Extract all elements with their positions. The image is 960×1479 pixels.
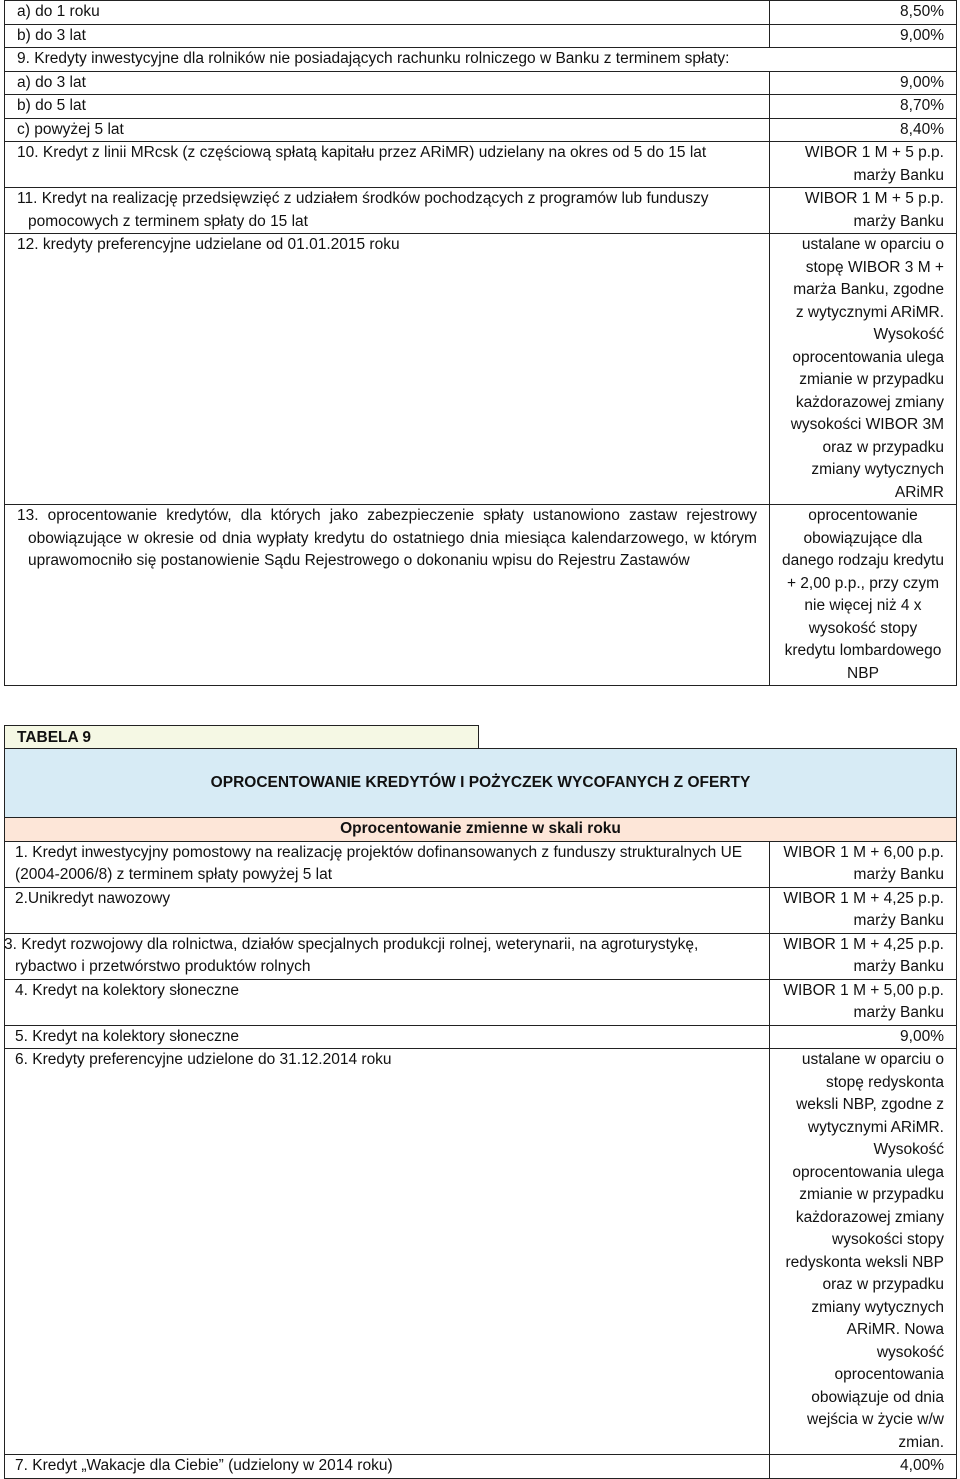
row-value: WIBOR 1 M + 5 p.p. marży Banku <box>769 142 956 188</box>
row-value: WIBOR 1 M + 5,00 p.p. marży Banku <box>769 979 956 1025</box>
table-row <box>5 118 957 142</box>
table-row <box>5 505 957 686</box>
row-label: 5. Kredyt na kolektory słoneczne <box>5 1025 770 1049</box>
rates-table-continued <box>4 0 957 686</box>
row-label: 2.Unikredyt nawozowy <box>5 887 770 933</box>
row-label: 10. Kredyt z linii MRcsk (z częściową spłatą kapitału przez ARiMR) udzielany na okres od 5 do 15 lat <box>5 142 770 188</box>
table-row <box>5 234 957 505</box>
table-row <box>5 979 957 1025</box>
row-value: 8,50% <box>769 1 956 25</box>
row-value: WIBOR 1 M + 6,00 p.p. marży Banku <box>769 841 956 887</box>
row-label: 12. kredyty preferencyjne udzielane od 01.01.2015 roku <box>5 234 770 505</box>
row-value: 9,00% <box>769 1025 956 1049</box>
table-row <box>5 1455 957 1479</box>
row-label: 13. oprocentowanie kredytów, dla których jako zabezpieczenie spłaty ustanowiono zastaw rejestrowy obowiązujące w okresie od dnia wypłaty kredytu do ostatniego dnia miesiąca kalendarzowego, w którym uprawomocniło się postanowienie Sądu Rejestrowego o dokonaniu wpisu do Rejestru Zastawów <box>5 505 770 686</box>
table-row <box>5 933 957 979</box>
row-value: 9,00% <box>769 24 956 48</box>
table-row <box>5 142 957 188</box>
row-value: ustalane w oparciu o stopę WIBOR 3 M + marża Banku, zgodne z wytycznymi ARiMR. Wysokość oprocentowania ulega zmianie w przypadku każdorazowej zmiany wysokości WIBOR 3M oraz w przypadku zmiany wytycznych ARiMR <box>769 234 956 505</box>
table-title: OPROCENTOWANIE KREDYTÓW I POŻYCZEK WYCOFANYCH Z OFERTY <box>5 749 957 818</box>
table-row <box>5 71 957 95</box>
row-label: 6. Kredyty preferencyjne udzielone do 31.12.2014 roku <box>5 1049 770 1455</box>
row-label: a) do 3 lat <box>5 71 770 95</box>
table-caption: TABELA 9 <box>4 725 479 749</box>
withdrawn-rates-table <box>4 748 957 1479</box>
row-label: a) do 1 roku <box>5 1 770 25</box>
row-label: c) powyżej 5 lat <box>5 118 770 142</box>
row-label: 1. Kredyt inwestycyjny pomostowy na realizację projektów dofinansowanych z funduszy strukturalnych UE (2004-2006/8) z terminem spłaty powyżej 5 lat <box>5 841 770 887</box>
row-label: b) do 5 lat <box>5 95 770 119</box>
row-value: WIBOR 1 M + 5 p.p. marży Banku <box>769 188 956 234</box>
row-label: 4. Kredyt na kolektory słoneczne <box>5 979 770 1025</box>
row-value: oprocentowanie obowiązujące dla danego rodzaju kredytu + 2,00 p.p., przy czym nie więcej niż 4 x wysokość stopy kredytu lombardowego NBP <box>769 505 956 686</box>
row-value: WIBOR 1 M + 4,25 p.p. marży Banku <box>769 933 956 979</box>
row-value: ustalane w oparciu o stopę redyskonta weksli NBP, zgodne z wytycznymi ARiMR. Wysokość oprocentowania ulega zmianie w przypadku każdorazowej zmiany wysokości stopy redyskonta weksli NBP oraz w przypadku zmiany wytycznych ARiMR. Nowa wysokość oprocentowania obowiązuje od dnia wejścia w życie w/w zmian. <box>769 1049 956 1455</box>
row-value: 9,00% <box>769 71 956 95</box>
table-row <box>5 887 957 933</box>
row-value: 4,00% <box>769 1455 956 1479</box>
table-row <box>5 24 957 48</box>
table-row <box>5 841 957 887</box>
table-row <box>5 1 957 25</box>
table-row <box>5 1025 957 1049</box>
table-row <box>5 48 957 72</box>
table-row <box>5 188 957 234</box>
row-label: b) do 3 lat <box>5 24 770 48</box>
row-value: 8,70% <box>769 95 956 119</box>
row-label: 9. Kredyty inwestycyjne dla rolników nie posiadających rachunku rolniczego w Banku z terminem spłaty: <box>5 48 957 72</box>
row-label: 11. Kredyt na realizację przedsięwzięć z udziałem środków pochodzących z programów lub funduszy pomocowych z terminem spłaty do 15 lat <box>5 188 770 234</box>
row-label: 7. Kredyt „Wakacje dla Ciebie” (udzielony w 2014 roku) <box>5 1455 770 1479</box>
section-header: Oprocentowanie zmienne w skali roku <box>5 818 957 842</box>
row-value: WIBOR 1 M + 4,25 p.p. marży Banku <box>769 887 956 933</box>
table-row <box>5 1049 957 1455</box>
table-row <box>5 95 957 119</box>
row-value: 8,40% <box>769 118 956 142</box>
row-label: 3. Kredyt rozwojowy dla rolnictwa, działów specjalnych produkcji rolnej, weterynarii, na agroturystykę, rybactwo i przetwórstwo produktów rolnych <box>5 933 770 979</box>
